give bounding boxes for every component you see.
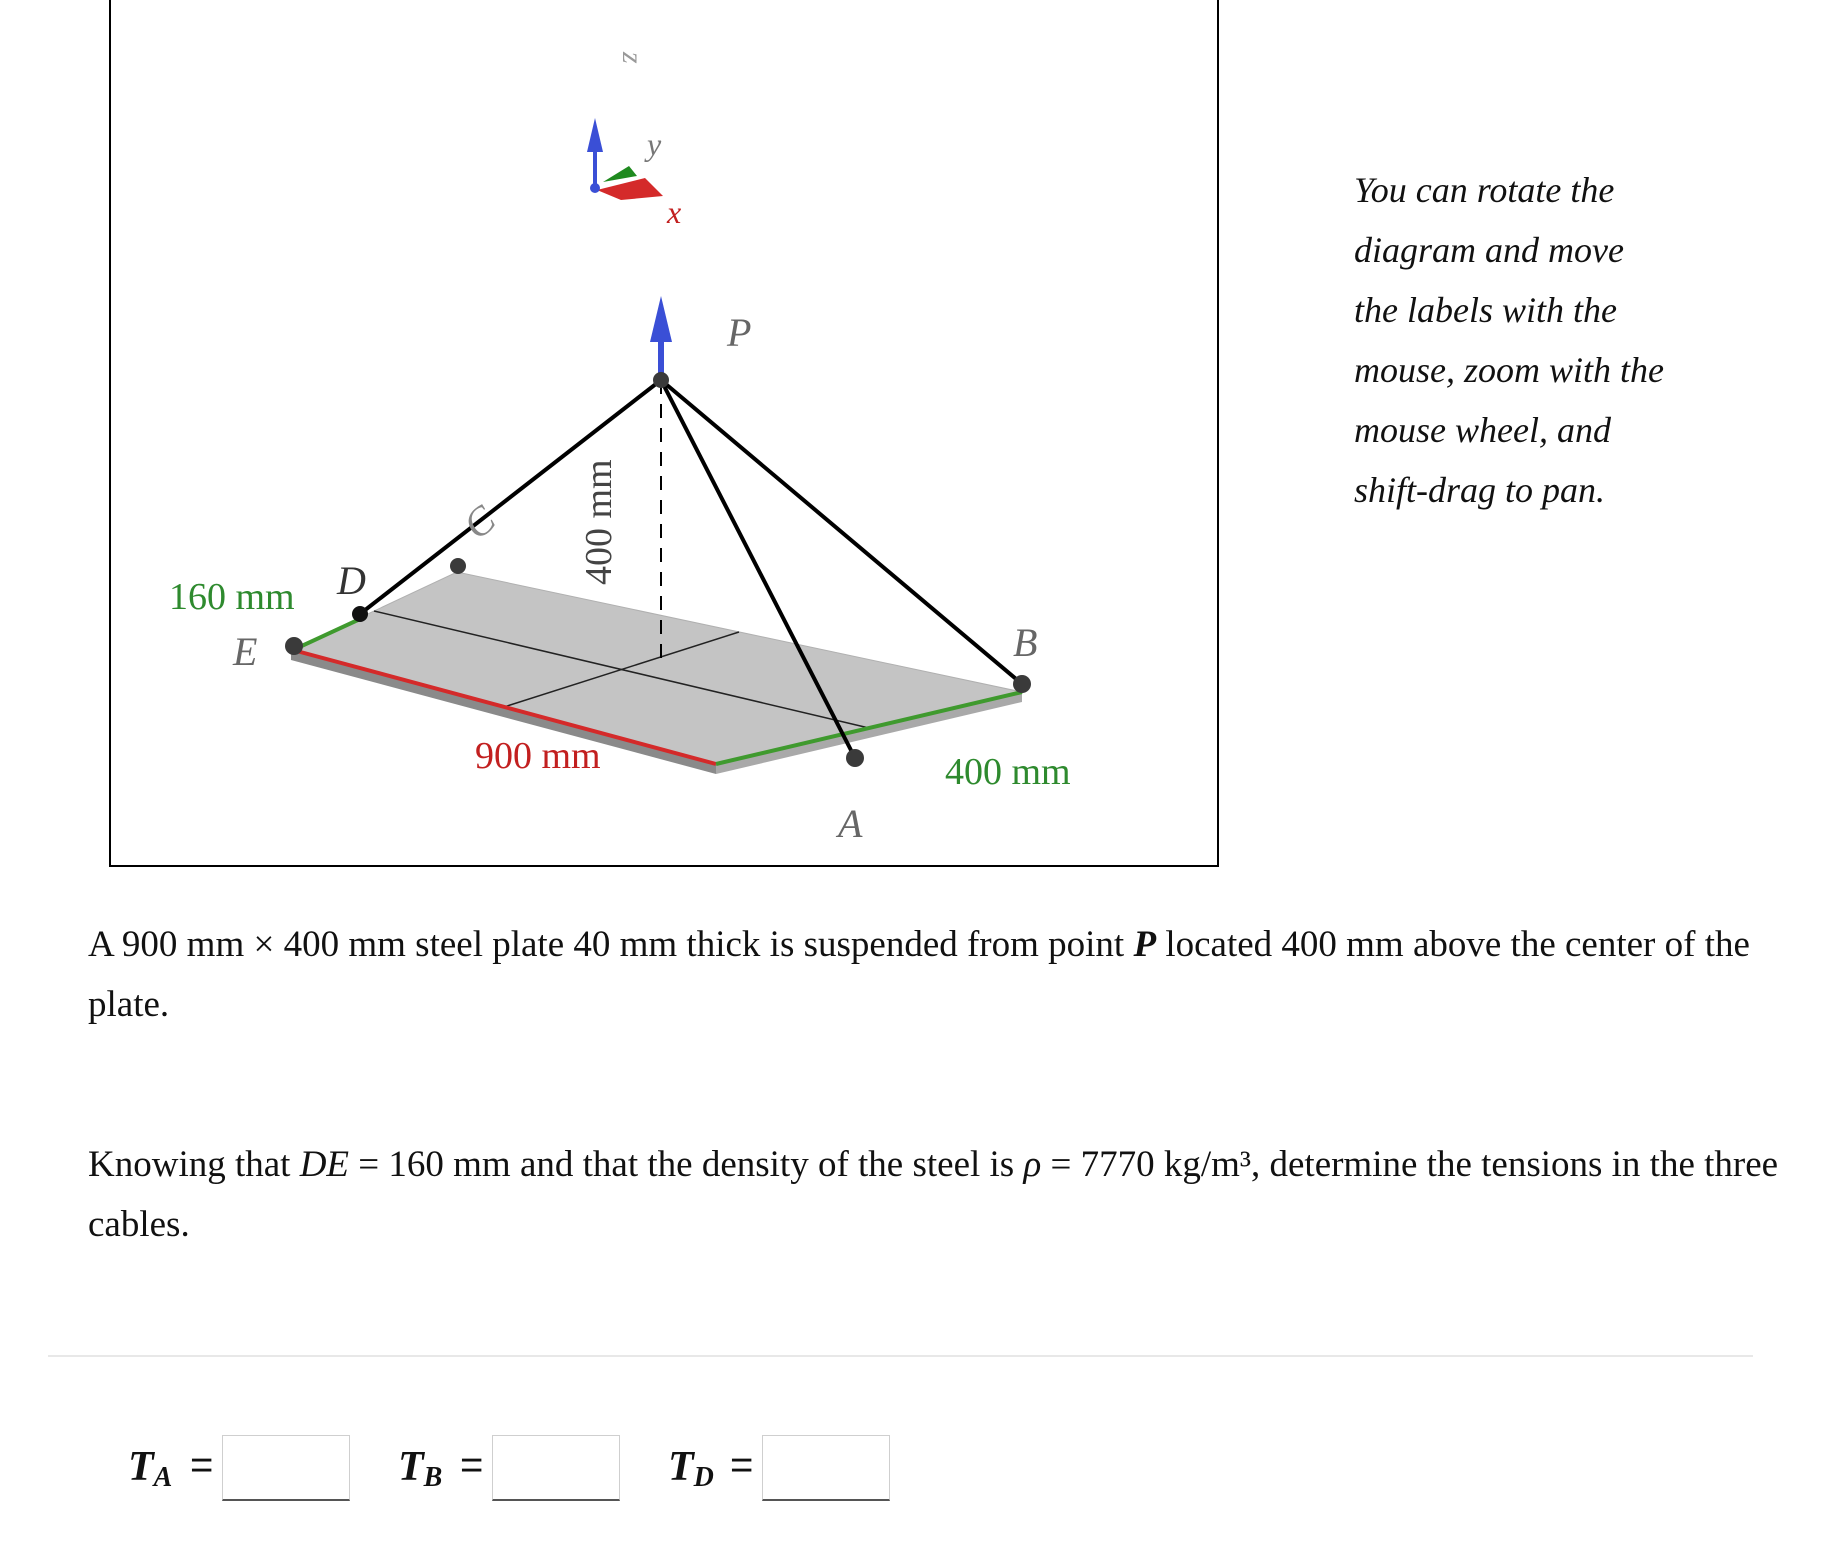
label-D[interactable]: D <box>337 558 366 603</box>
3d-diagram-viewer[interactable] <box>109 0 1219 867</box>
label-B[interactable]: B <box>1013 620 1038 665</box>
density-symbol: ρ <box>1023 1144 1042 1185</box>
dimension-de[interactable]: 160 mm <box>169 576 295 618</box>
y-axis-arrow <box>603 166 637 182</box>
label-A[interactable]: A <box>838 801 863 846</box>
plate-top-face <box>291 572 1022 764</box>
problem-paragraph-2: Knowing that DE = 160 mm and that the density of the steel is ρ = 7770 kg/m³, determine the tensions in the three cables. <box>88 1144 1779 1245</box>
point-D[interactable] <box>352 606 368 622</box>
force-arrow-P <box>650 296 672 378</box>
z-axis-arrow <box>587 118 603 152</box>
answer-TD-label: $T_D$ <box>668 1444 714 1493</box>
problem-paragraph-1: A 900 mm × 400 mm steel plate 40 mm thick is suspended from point P located 400 mm above the center of the plate. <box>88 924 1750 1025</box>
point-C[interactable] <box>450 558 466 574</box>
section-divider <box>48 1355 1753 1357</box>
x-axis-label[interactable]: x <box>667 194 682 230</box>
point-A[interactable] <box>846 749 864 767</box>
interaction-hint: You can rotate the diagram and move the labels with the mouse, zoom with the mouse wheel, and shift-drag to pan. <box>1354 170 1664 510</box>
tension-TD-input[interactable] <box>762 1435 890 1501</box>
answer-TA-label: $T_A$ <box>128 1444 173 1493</box>
point-P[interactable] <box>653 372 669 388</box>
answer-TB-label: $T_B$ <box>398 1444 443 1493</box>
point-B[interactable] <box>1013 675 1031 693</box>
segment-symbol-DE: DE <box>299 1144 350 1185</box>
label-C[interactable]: C <box>454 496 504 548</box>
y-axis-label[interactable]: y <box>647 126 662 162</box>
label-P[interactable]: P <box>727 310 752 355</box>
tension-TB-input[interactable] <box>492 1435 620 1501</box>
dimension-width[interactable]: 400 mm <box>945 751 1071 793</box>
dimension-height[interactable]: 400 mm <box>578 459 620 585</box>
point-symbol-P: P <box>1133 924 1157 965</box>
axis-gizmo[interactable] <box>587 51 681 230</box>
dimension-length[interactable]: 900 mm <box>475 735 601 777</box>
problem-statement <box>88 915 1788 1255</box>
point-E[interactable] <box>285 637 303 655</box>
plate-diagram[interactable] <box>111 0 1217 865</box>
label-E[interactable]: E <box>233 629 258 674</box>
z-axis-label[interactable]: z <box>616 52 649 64</box>
tension-TA-input[interactable] <box>222 1435 350 1501</box>
steel-plate[interactable] <box>291 572 1022 774</box>
axis-origin <box>590 183 600 193</box>
